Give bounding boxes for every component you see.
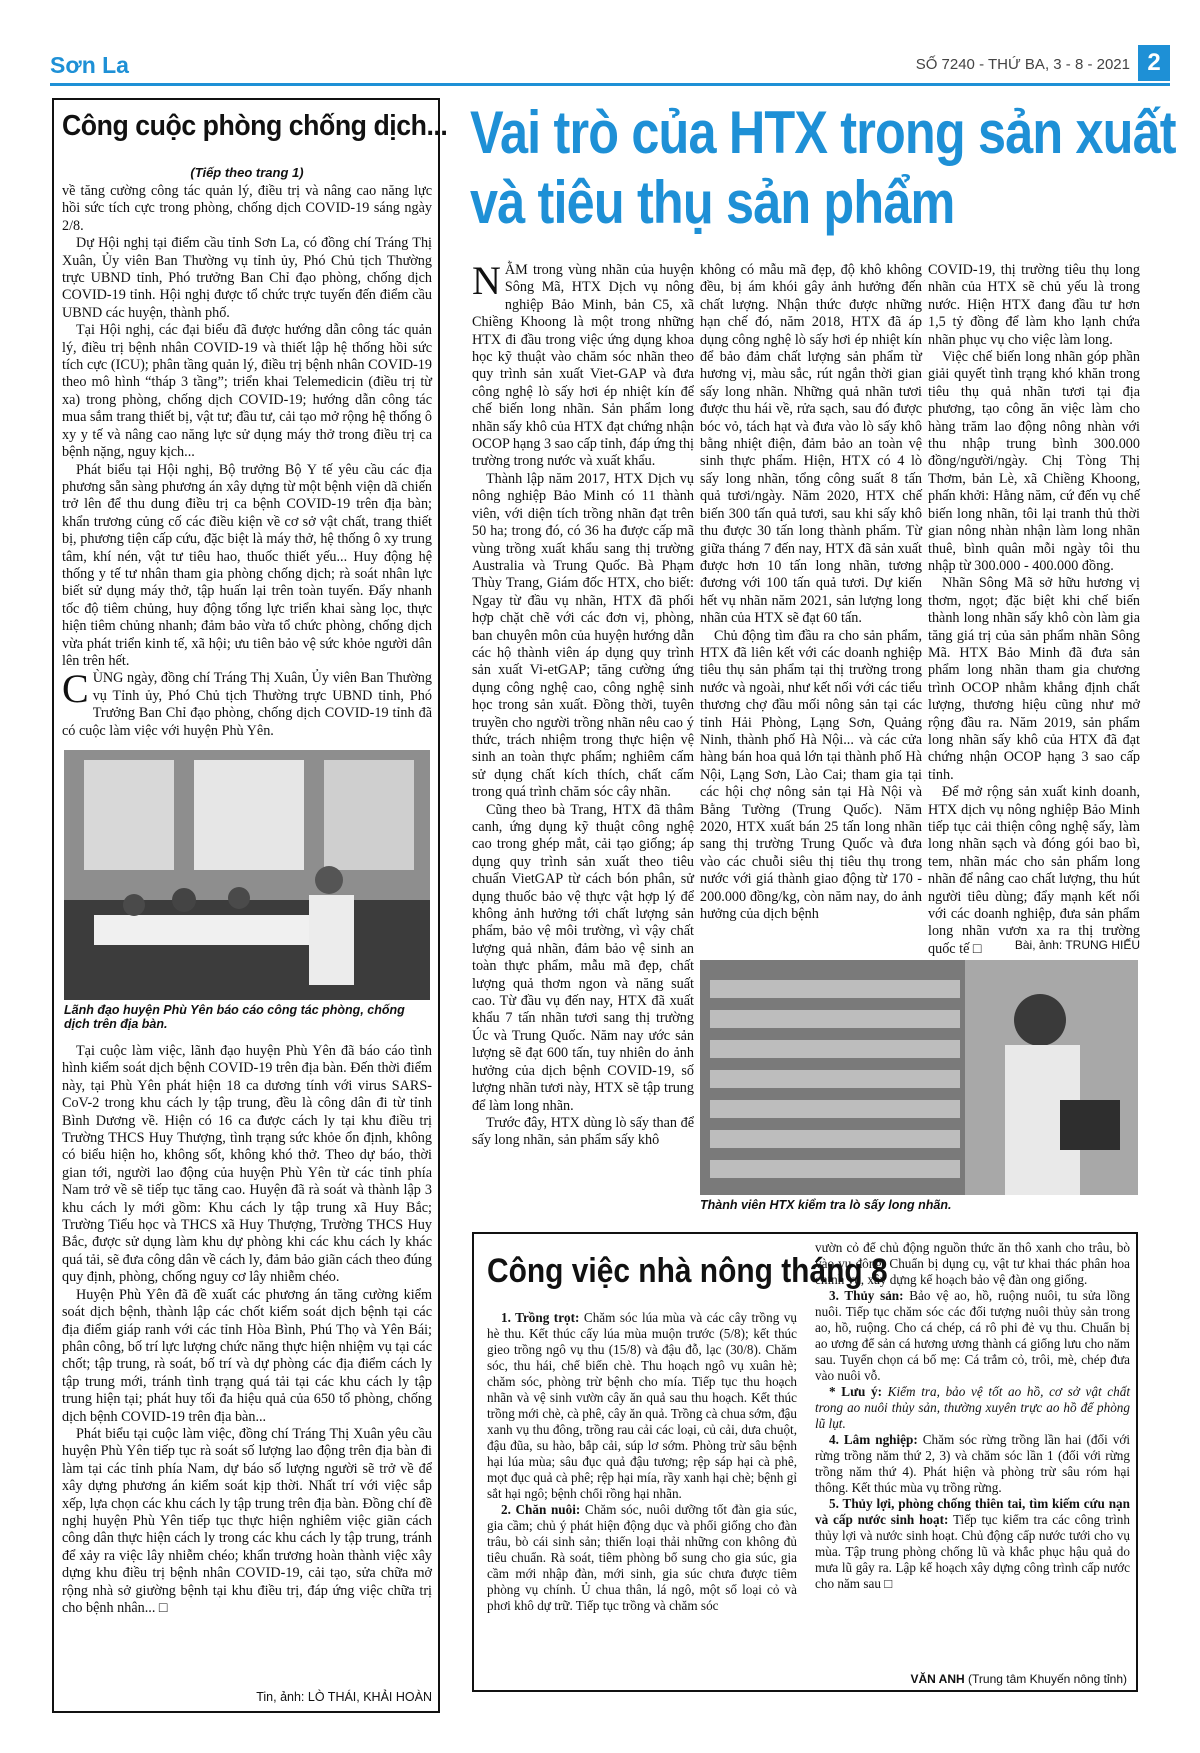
main-article-column-2	[700, 262, 922, 972]
paragraph: Dự Hội nghị tại điểm cầu tỉnh Sơn La, có đồng chí Tráng Thị Xuân, Ủy viên Ban Thường vụ tỉnh ủy, Phó Chủ tịch Thường trực UBND tỉnh, Phó trưởng Ban Chỉ đạo phòng, chống dịch COVID-19 tỉnh. Hội nghị được tổ chức trực tuyến đến điểm cầu UBND các huyện, thành phố.	[62, 235, 432, 321]
item-text: Chăm sóc rừng trồng lần hai (đối với rừng trồng năm thứ 2, 3) và chăm sóc lần 1 (đối với rừng trồng năm thứ 4). Phát hiện và phòng trừ sâu róm hại thông. Kết thúc mùa vụ trồng rừng.	[815, 1432, 1130, 1495]
farm-item	[487, 1310, 797, 1502]
item-text: Bảo vệ ao, hồ, ruộng nuôi, tu sửa lồng nuôi. Tiếp tục chăm sóc các đối tượng nuôi thủy sản trong ao, hồ, ruộng. Cho cá chép, cá rô phi đẻ vụ thu. Chuẩn bị ao ương để sản cá hương ương thành cá giống lưu cho năm sau. Tuyển chọn cá bố mẹ: Cá trắm cỏ, trôi, mè, chép đưa vào nuôi vỗ.	[815, 1288, 1130, 1383]
issue-info: SỐ 7240 - THỨ BA, 3 - 8 - 2021	[915, 56, 1130, 73]
paragraph: Huyện Phù Yên đã đề xuất các phương án tăng cường kiểm soát dịch bệnh, thành lập các chốt kiểm soát dịch bệnh tại các địa điểm giáp ranh với các tỉnh Hòa Bình, Phú Thọ và Yên Bái; phân công, bố trí lực lượng chức năng thực hiện nhiệm vụ tại các chốt; tập trung, rà soát, bố trí và dự phòng các địa điểm cách ly tập trung mới, tránh tình trạng quá tải tại các khu cách ly tập trung hiện tại; phát huy tối đa hiệu quả của 650 tổ phòng, chống dịch bệnh COVID-19 trên địa bàn...	[62, 1286, 432, 1425]
left-article-body-bottom	[62, 1043, 432, 1688]
farm-item	[487, 1502, 797, 1614]
paragraph: Trước đây, HTX dùng lò sấy than để sấy long nhãn, sản phẩm sấy khô	[472, 1114, 694, 1149]
drop-cap: C	[62, 666, 89, 712]
title-line: và tiêu thụ sản phẩm	[470, 169, 955, 236]
drop-cap: N	[472, 258, 501, 303]
paragraph: Phát biểu tại Hội nghị, Bộ trưởng Bộ Y tế yêu cầu các địa phương sẵn sàng phương án xây dựng từ một bệnh viện dã chiến trở lên để thu dung điều trị ca bệnh COVID-19 trên địa bàn; khẩn trương củng cố các điều kiện về cơ sở vật chất, trang thiết bị, phương tiện cấp cứu, đặc biệt là máy thở, hệ thống ô xy trung tâm, khí nén, vật tư tiêu hao, thuốc thiết yếu... Huy động hệ thống y tế tư nhân tham gia phòng chống dịch; rà soát nhân lực biết sử dụng máy thở, tập huấn lại trên toàn tuyến. Đẩy nhanh tốc độ tiêm chủng, huy động tổng lực triển khai sàng lọc, thực hiện tiêm chủng nhanh; đảm bảo vừa tổ chức phòng, chống dịch vừa phát triển kinh tế, xã hội; ưu tiên bảo vệ sức khỏe người dân lên trên hết.	[62, 461, 432, 669]
farm-item	[815, 1432, 1130, 1496]
paragraph: Việc chế biến long nhãn góp phần giải quyết tình trạng khó khăn trong tiêu thụ quả nhãn tươi tại địa phương, tạo công ăn việc làm cho hàng trăm lao động nông nhàn với thu nhập trung bình 300.000 đồng/người/ngày. Chị Tòng Thị Thơm, bản Lè, xã Chiềng Khoong, phấn khởi: Hằng năm, cứ đến vụ chế biến long nhãn, tôi lại tranh thủ thời gian nông nhàn nhận làm long nhãn thuê, bình quân mỗi ngày tôi thu nhập từ 300.000 - 400.000 đồng.	[928, 349, 1140, 574]
page-number: 2	[1138, 45, 1170, 81]
byline-org: (Trung tâm Khuyến nông tỉnh)	[964, 1672, 1127, 1686]
title-line: Vai trò của HTX trong sản xuất	[470, 99, 1176, 166]
paragraph-text: ÙNG ngày, đồng chí Tráng Thị Xuân, Ủy viên Ban Thường vụ Tỉnh ủy, Phó Chủ tịch Thường trực UBND tỉnh, Phó Trưởng Ban Chỉ đạo phòng, chống dịch COVID-19 tỉnh đã có cuộc làm việc với huyện Phù Yên.	[62, 670, 432, 739]
item-text: Chăm sóc, nuôi dưỡng tốt đàn gia súc, gia cầm; chủ ý phát hiện động dục và phối giống cho đàn trâu, bò cái sinh sản; thiến loại thải những con không đủ tiêu chuẩn. Rà soát, tiêm phòng bổ sung cho gia súc, gia cầm mới nhập đàn, mới sinh, gia súc chưa được tiêm phòng vụ chính. Ủ chua thân, lá ngô, một số loại cỏ và phơi khô dự trữ. Tiếp tục trồng và chăm sóc	[487, 1502, 797, 1613]
paragraph: Cũng theo bà Trang, HTX đã thâm canh, ứng dụng kỹ thuật công nghệ cao trong ghép mắt, cải tạo giống; áp dụng quy trình sản xuất theo tiêu chuẩn VietGAP từ cách bón phân, sử dụng thuốc bảo vệ thực vật hợp lý để không ảnh hưởng tới chất lượng sản phẩm, bảo vệ môi trường, vì vậy chất lượng quả nhãn, đảm bảo vệ sinh an toàn thực phẩm, mẫu mã đẹp, chất lượng quả thơm ngon và năng suất cao. Từ đầu vụ đến nay, HTX đã xuất khẩu 7 tấn nhãn tươi sang thị trường Úc và Trung Quốc. Năm nay ước sản lượng sẽ đạt 600 tấn, tuy nhiên do ảnh hưởng của dịch bệnh COVID-19, số lượng nhãn tươi này, HTX sẽ tập trung để làm long nhãn.	[472, 801, 694, 1114]
item-lead: 4. Lâm nghiệp:	[829, 1432, 918, 1447]
paragraph: Chủ động tìm đầu ra cho sản phẩm, HTX đã liên kết với các doanh nghiệp tiêu thụ sản phẩm tại thị trường trong nước và ngoài, như kết nối với các tiểu thương chợ đầu mối nông sản tại các tỉnh Hải Phòng, Lạng Sơn, Quảng Ninh, thành phố Hà Nội... và các cửa hàng bán hoa quả lớn tại thành phố Hà Nội, Lạng Sơn, Lào Cai; tham gia tại các hội chợ nông sản tại Hà Nội và Bằng Tường (Trung Quốc). Năm 2020, HTX xuất bán 25 tấn long nhãn sang thị trường Trung Quốc và đưa vào các chuỗi siêu thị tiêu thụ trong nước với giá thành giao động từ 170 - 200.000 đồng/kg, còn năm nay, do ảnh hưởng của dịch bệnh	[700, 627, 922, 923]
paragraph: Nhãn Sông Mã sở hữu hương vị thơm, ngọt; đặc biệt khi chế biến thành long nhãn sấy khô còn làm gia tăng giá trị của sản phẩm nhãn Sông Mã. HTX Bảo Minh đã đưa sản phẩm long nhãn tham gia chương trình OCOP nhằm khẳng định chất lượng, thương hiệu cũng như mở rộng đầu ra. Năm 2019, sản phẩm long nhãn sấy khô của HTX đã đạt chứng nhận OCOP hạng 3 sao cấp tỉnh.	[928, 575, 1140, 783]
item-text: vườn cỏ để chủ động nguồn thức ăn thô xanh cho trâu, bò vào vụ đông. Chuẩn bị dụng cụ, vật tư khai thác phân hoa chính vụ, xây dựng kế hoạch bảo vệ đàn ong giống.	[815, 1240, 1130, 1287]
item-lead: * Lưu ý:	[829, 1384, 882, 1399]
farm-item	[815, 1384, 1130, 1432]
item-text: Tiếp tục kiểm tra các công trình thủy lợi và nước sinh hoạt. Chủ động cấp nước tưới cho vụ mùa. Tập trung phòng chống lũ và khắc phục hậu quả do mưa lũ gây ra. Lập kế hoạch xây dựng công trình cấp nước cho năm sau □	[815, 1512, 1130, 1591]
section-name: Sơn La	[50, 52, 129, 78]
farm-work-column-1	[487, 1310, 797, 1690]
item-text: Kiểm tra, bảo vệ tốt ao hồ, cơ sở vật chất trong ao nuôi thủy sản, thường xuyên trực ao hồ để phòng lũ lụt.	[815, 1384, 1131, 1431]
farm-work-title: Công việc nhà nông tháng 8	[487, 1252, 888, 1290]
farm-work-byline	[815, 1672, 1127, 1686]
drying-kiln-illustration	[700, 960, 1138, 1195]
paragraph: Thành lập năm 2017, HTX Dịch vụ nông nghiệp Bảo Minh có 11 thành viên, với diện tích trồng nhãn đạt trên 50 ha; trong đó, có 36 ha được cấp mã vùng trồng xuất khẩu sang thị trường Australia và Trung Quốc. Bà Phạm Thùy Trang, Giám đốc HTX, cho biết: Ngay từ đầu vụ nhãn, HTX đã phối hợp chặt chẽ với các đơn vị, phòng, ban chuyên môn của huyện hướng dẫn các hộ thành viên áp dụng quy trình sản xuất Vi-etGAP; tăng cường ứng dụng công nghệ cao, công nghệ sinh học trong sản xuất. Đồng thời, tuyên truyền cho người trồng nhãn nêu cao ý thức, trách nhiệm trong thực hiện vệ sinh an toàn thực phẩm; nghiêm cấm sử dụng chất kích thích, chất cấm trong quá trình chăm sóc cây nhãn.	[472, 470, 694, 801]
meeting-photo-illustration	[64, 750, 430, 1000]
header-rule	[50, 83, 1170, 86]
farm-item	[815, 1288, 1130, 1384]
paragraph: về tăng cường công tác quản lý, điều trị và nâng cao năng lực hồi sức tích cực trong phòng, chống dịch COVID-19 sáng ngày 2/8.	[62, 183, 432, 234]
left-article-byline: Tin, ảnh: LÒ THÁI, KHẢI HOÀN	[256, 1690, 432, 1704]
drying-kiln-photo	[700, 960, 1138, 1195]
paragraph: Tại cuộc làm việc, lãnh đạo huyện Phù Yên đã báo cáo tình hình kiểm soát dịch bệnh COVID-19 trên địa bàn. Đến thời điểm này, tại Phù Yên phát hiện 18 ca dương tính với virus SARS-CoV-2 trong khu cách ly tập trung, đều là công dân đi từ tỉnh Bình Dương về. Hiện có 16 ca được cách ly tại khu điều trị Trường THCS Huy Thượng, tình trạng sức khỏe ổn định, không có biểu hiện ho, không sốt, không khó thở. Theo dự báo, thời gian tới, người lao động của huyện Phù Yên từ các tỉnh phía Nam trở về sẽ tiếp tục tăng cao. Huyện đã rà soát và thành lập 3 khu cách ly mới gồm: Khu cách ly tập trung xã Huy Bắc; Trường Tiểu học và THCS xã Huy Thượng, Trường THCS Huy Bắc, được sử dụng làm khu dự phòng khi các khu cách ly khác quá tải, sẽ đưa công dân về cách ly, đảm bảo giãn cách theo đúng quy định, phòng, chống nguy cơ lây nhiễm chéo.	[62, 1043, 432, 1286]
farm-work-column-2	[815, 1240, 1130, 1670]
farm-item	[815, 1240, 1130, 1288]
photo-caption: Lãnh đạo huyện Phù Yên báo cáo công tác phòng, chống dịch trên địa bàn.	[64, 1003, 405, 1031]
main-article-title	[470, 98, 1176, 238]
item-lead: 1. Trồng trọt:	[501, 1310, 580, 1325]
paragraph: Phát biểu tại cuộc làm việc, đồng chí Tráng Thị Xuân yêu cầu huyện Phù Yên tiếp tục rà soát số lượng lao động trên địa bàn đi làm tại các tỉnh phía Nam, dự báo số lượng người sẽ trở về để xây dựng phương án kiểm soát kịp thời. Nhất trí với việc sắp xếp, lựa chọn các khu cách ly tập trung trên địa bàn. Đồng chí đề nghị huyện Phù Yên tiếp tục thực hiện nghiêm việc giãn cách công dân thực hiện cách ly trong các khu cách ly tập trung, tránh để xảy ra việc lây nhiễm chéo; khẩn trương hoàn thành việc xây dựng khu điều trị bệnh nhân COVID-19, cải tạo, sửa chữa mở rộng nhà sở giường bệnh tại khu điều trị, đáp ứng việc chữa trị cho bệnh nhân... □	[62, 1425, 432, 1616]
photo-caption: Thành viên HTX kiểm tra lò sấy long nhãn.	[700, 1198, 952, 1212]
left-article-body-top	[62, 183, 432, 745]
item-lead: 3. Thủy sản:	[829, 1288, 904, 1303]
paragraph	[472, 258, 694, 471]
paragraph: COVID-19, thị trường tiêu thụ long nhãn của HTX sẽ chủ yếu là trong nước. Hiện HTX đang đầu tư hơn 1,5 tỷ đồng để làm kho lạnh chứa nhãn phục vụ cho việc làm long.	[928, 262, 1140, 348]
paragraph: Để mở rộng sản xuất kinh doanh, HTX dịch vụ nông nghiệp Bảo Minh tiếp tục cải thiện công nghệ sấy, làm long nhãn sạch và đóng gói bao bì, tem, nhãn mác cho sản phẩm long nhãn để nâng cao chất lượng, thu hút người tiêu dùng; đẩy mạnh kết nối với các doanh nghiệp, đưa sản phẩm long nhãn vươn xa ra thị trường quốc tế □	[928, 784, 1140, 957]
paragraph-text: ẰM trong vùng nhãn của huyện Sông Mã, HTX Dịch vụ nông nghiệp Bảo Minh, bản C5, xã Chiềng Khoong là một trong những HTX đi đầu trong việc ứng dụng khoa học kỹ thuật vào chăm sóc nhãn theo quy trình sản xuất Viet-GAP và đưa công nghệ lò sấy hơi ép nhiệt kín để chế biến long nhãn. Sản phẩm long nhãn sấy khô của HTX đạt chứng nhận OCOP hạng 3 sao cấp tỉnh, đáp ứng thị trường trong nước và xuất khẩu.	[472, 262, 694, 470]
byline-name: VĂN ANH	[910, 1672, 965, 1686]
meeting-photo	[64, 750, 430, 1000]
main-article-byline: Bài, ảnh: TRUNG HIẾU	[1014, 938, 1140, 952]
left-article-continuation: (Tiếp theo trang 1)	[190, 165, 304, 180]
main-article-column-1	[472, 258, 694, 1222]
paragraph: Tại Hội nghị, các đại biểu đã được hướng dẫn công tác quản lý, điều trị bệnh nhân COVID-19 và thiết lập hệ thống hồi sức tích cực (ICU); phân tầng quản lý, điều trị bệnh nhân COVID-19 theo mô hình “tháp 3 tầng”; triển khai Telemedicin (điều trị từ xa) trong phòng, chống dịch COVID-19; hướng dẫn công tác mua sắm trang thiết bị, vật tư; đầu tư, cải tạo mở rộng hệ thống ô xy y tế và nâng cao năng lực sử dụng máy thở trong điều trị ca bệnh nặng, nguy kịch...	[62, 322, 432, 461]
item-lead: 2. Chăn nuôi:	[501, 1502, 581, 1517]
farm-item	[815, 1496, 1130, 1592]
paragraph: không có mẫu mã đẹp, độ khô không đều, bị ám khói gây ảnh hưởng đến chất lượng. Nhận thức được những hạn chế đó, năm 2018, HTX đã áp dụng công nghệ lò sấy hơi ép nhiệt kín để bảo đảm chất lượng sản phẩm từ hương vị, màu sắc, rút ngắn thời gian sấy long nhãn. Những quả nhãn tươi được thu hái về, rửa sạch, sau đó được bóc vỏ, tách hạt và đưa vào lò sấy khô bằng nhiệt điện, đảm bảo an toàn vệ sinh thực phẩm. Hiện, HTX có 4 lò sấy long nhãn, tổng công suất 8 tấn quả tươi/ngày. Năm 2020, HTX chế biến 300 tấn quả tươi, sau khi sấy khô thu được 30 tấn long thành phẩm. Từ giữa tháng 7 đến nay, HTX đã sản xuất được hơn 10 tấn long nhãn, tương đương với 100 tấn quả tươi. Dự kiến hết vụ nhãn năm 2021, sản lượng long nhãn của HTX sẽ đạt 60 tấn.	[700, 262, 922, 627]
paragraph	[62, 666, 432, 740]
left-article-title: Công cuộc phòng chống dịch...	[62, 110, 448, 142]
item-text: Chăm sóc lúa mùa và các cây trồng vụ hè thu. Kết thúc cấy lúa mùa muộn trước (5/8); kết thúc gieo trồng ngô vụ thu (15/8) và đậu đỗ, lạc (30/8). Chăm sóc, thu hái, chế biến chè. Thu hoạch ngô vụ xuân hè; chăm sóc, phòng trừ bệnh cho mía. Tiếp tục thu hoạch nhãn và vệ sinh vườn cây ăn quả sau thu hoạch. Kết thúc trồng mới chè, cà phê, cây ăn quả. Trồng cà chua sớm, đậu xanh vụ thu đông, trồng rau cải các loại, củ cải, dưa chuột, đậu đũa, su hào, bắp cải, súp lơ sớm. Phòng trừ sâu bệnh hại lúa mùa; sâu đục quả đậu tương; rệp sáp hại cà phê, mọt đục quả cà phê; rệp hại mía, rầy xanh hại chè; bệnh gỉ sắt hại ngô; bệnh chổi rồng hại nhãn.	[487, 1310, 797, 1501]
item-lead: 5. Thủy lợi, phòng chống thiên tai, tìm kiếm cứu nạn và cấp nước sinh hoạt:	[815, 1496, 1130, 1527]
